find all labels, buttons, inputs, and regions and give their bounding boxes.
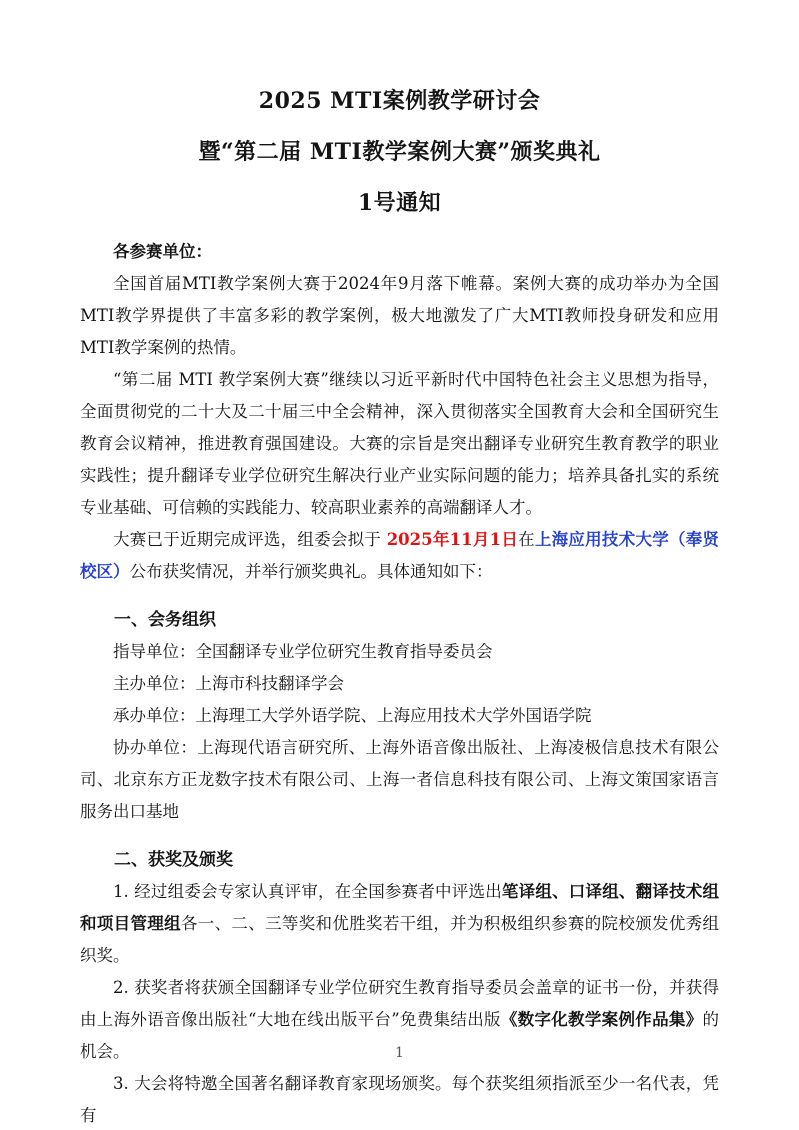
text-segment-normal: 3. 大会将特邀全国著名翻译教育家现场颁奖。每个获奖组须指派至少一名代表，凭有	[80, 1074, 719, 1125]
org-item-co-organizer-unit: 协办单位：上海现代语言研究所、上海外语音像出版社、上海凌极信息技术有限公司、北京东方正龙数字技术有限公司、上海一者信息科技有限公司、上海文策国家语言服务出口基地	[80, 738, 719, 821]
text-segment-normal: 各一、二、三等奖和优胜奖若干组，并为积极组织参赛的院校颁发优秀组织奖。	[80, 914, 720, 965]
paragraph-award-announcement	[80, 524, 719, 588]
section-heading-awards: 二、获奖及颁奖	[114, 850, 233, 870]
org-item-host-unit: 主办单位：上海市科技翻译学会	[113, 674, 344, 693]
org-item-guiding-unit: 指导单位：全国翻译专业学位研究生教育指导委员会	[113, 642, 493, 661]
doc-title-line-2: 暨“第二届 MTI教学案例大赛”颁奖典礼	[198, 139, 601, 165]
text-segment-normal: 2. 获奖者将获颁全国翻译专业学位研究生教育指导委员会盖章的证书一份，并获得由上海外语音像出版社“大地在线出版平台”免费集结出版	[80, 978, 719, 1029]
paragraph-intro	[80, 268, 719, 364]
award-item-3	[80, 1068, 719, 1130]
doc-title-line-3: 1号通知	[357, 190, 442, 216]
text-segment-bold: 《数字化教学案例作品集》	[500, 1010, 703, 1029]
text-segment-bold: 笔译组、口译组、翻译技术组和项目管理组	[80, 882, 719, 933]
text-segment-normal: 全国首届MTI教学案例大赛于2024年9月落下帷幕。案例大赛的成功举办为全国MTI教学界提供了丰富多彩的教学案例，极大地激发了广大MTI教师投身研发和应用MTI教学案例的热情。	[80, 274, 719, 357]
text-segment-red: 2025年11月1日	[386, 530, 519, 549]
doc-title-line-1: 2025 MTI案例教学研讨会	[258, 88, 541, 114]
section-heading-organization: 一、会务组织	[114, 610, 216, 630]
salutation: 各参赛单位：	[113, 242, 212, 261]
text-segment-normal: “第二届 MTI 教学案例大赛”继续以习近平新时代中国特色社会主义思想为指导，全面贯彻党的二十大及二十届三中全会精神，深入贯彻落实全国教育大会和全国研究生教育会议精神，推进教育强国建设。大赛的宗旨是突出翻译专业研究生教育教学的职业实践性；提升翻译专业学位研究生解决行业产业实际问题的能力；培养具备扎实的系统专业基础、可信赖的实践能力、较高职业素养的高端翻译人才。	[80, 370, 719, 517]
page-number: 1	[395, 1045, 404, 1061]
text-segment-blue: 上海应用技术大学（奉贤校区）	[80, 530, 720, 581]
text-segment-normal: 1. 经过组委会专家认真评审，在全国参赛者中评选出	[113, 882, 502, 901]
text-segment-normal: 在	[518, 530, 535, 549]
text-segment-normal: 大赛已于近期完成评选，组委会拟于	[113, 530, 387, 549]
paragraph-guiding-principles	[80, 364, 719, 524]
org-item-organizer-unit: 承办单位：上海理工大学外语学院、上海应用技术大学外国语学院	[113, 706, 592, 725]
text-segment-normal: 公布获奖情况，并举行颁奖典礼。具体通知如下：	[129, 562, 493, 581]
award-item-1	[80, 876, 719, 972]
text-segment-normal: 的机会。	[80, 1010, 719, 1061]
